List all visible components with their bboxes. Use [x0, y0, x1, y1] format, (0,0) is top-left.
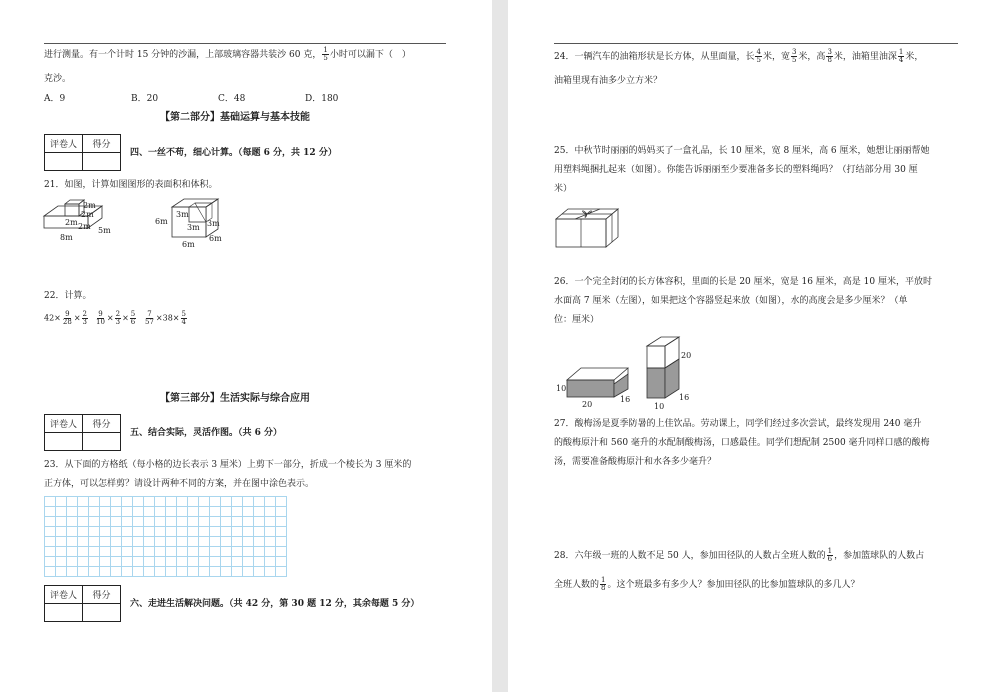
- q21-figure-1: [44, 198, 119, 243]
- score-cell[interactable]: [83, 604, 121, 622]
- fig1-label: 2m: [81, 210, 94, 219]
- part3-title: 【第三部分】生活实际与综合应用: [160, 393, 310, 404]
- container-upright-figure: [642, 334, 706, 414]
- q21-text: 21．如图，计算如图图形的表面积和体积。: [44, 180, 218, 190]
- fig-label: 16: [679, 393, 690, 402]
- fig2-label: 6m: [182, 240, 195, 249]
- fig2-label: 3m: [187, 223, 200, 232]
- q20-option-b: B．20: [131, 94, 159, 104]
- fig2-label: 6m: [155, 217, 168, 226]
- fig1-label: 5m: [98, 226, 111, 235]
- q22-expression-3: $\frac{7}{57}$ ×38× $\frac{5}{4}$: [145, 310, 186, 326]
- q24-line1: 24．一辆汽车的油箱形状是长方体，从里面量，长 $\frac{4}{5}$ 米，宽 $\frac{3}{5}$ 米，高 $\frac{3}{8}$ 米，油箱里油深 $\frac{1}{4}$ 米，: [554, 48, 924, 64]
- q20-line1: 进行测量。有一个计时 15 分钟的沙漏，上部玻璃容器共装沙 60 克， $\frac{1}{5}$ 小时可以漏下（ ）: [44, 46, 411, 62]
- q27-line1: 27．酸梅汤是夏季防暑的上佳饮品。劳动课上，同学们经过多次尝试，最终发现用 240 毫升: [554, 419, 922, 429]
- q20-option-c: C．48: [218, 94, 246, 104]
- fig-label: 20: [582, 400, 593, 409]
- fig1-label: 2m: [78, 222, 91, 231]
- section4-title: 四、一丝不苟，细心计算。（每题 6 分，共 12 分）: [130, 148, 337, 158]
- grader-cell[interactable]: [45, 153, 83, 171]
- container-flat-figure: [554, 360, 636, 410]
- score-cell[interactable]: [83, 153, 121, 171]
- left-page: [0, 0, 492, 692]
- score-label: 得分: [83, 586, 121, 604]
- section6-title: 六、走进生活解决问题。（共 42 分，第 30 题 12 分，其余每题 5 分）: [130, 599, 420, 609]
- q28-line2: 全班人数的 $\frac{1}{8}$ 。这个班最多有多少人？参加田径队的比参加篮球队的多几人？: [554, 576, 860, 592]
- header-rule: [554, 43, 958, 44]
- q20-line2: 克沙。: [44, 74, 72, 84]
- part2-title: 【第二部分】基础运算与基本技能: [160, 112, 310, 123]
- grader-table-1: [44, 134, 121, 171]
- q25-line1: 25．中秋节时丽丽的妈妈买了一盒礼品，长 10 厘米，宽 8 厘米，高 6 厘米，她想让丽丽帮她: [554, 146, 930, 156]
- q23-line1: 23．从下面的方格纸（每小格的边长表示 3 厘米）上剪下一部分，折成一个棱长为 3 厘米的: [44, 460, 412, 470]
- score-cell[interactable]: [83, 433, 121, 451]
- fig-label: 10: [654, 402, 665, 411]
- q25-line2: 用塑料绳捆扎起来（如图）。你能告诉丽丽至少要准备多长的塑料绳吗？（打结部分用 30 厘: [554, 165, 918, 175]
- q26-line2: 水面高 7 厘米（左图），如果把这个容器竖起来放（如图），水的高度会是多少厘米？（单: [554, 296, 908, 306]
- fig2-label: 6m: [209, 234, 222, 243]
- q21-figure-2: [154, 195, 229, 250]
- q23-line2: 正方体，可以怎样剪？请设计两种不同的方案，并在图中涂色表示。: [44, 479, 315, 489]
- q28-line1: 28．六年级一班的人数不足 50 人，参加田径队的人数占全班人数的 $\frac{1}{6}$ ，参加篮球队的人数占: [554, 547, 925, 563]
- q26-line3: 位：厘米）: [554, 315, 600, 325]
- grader-table-3: [44, 585, 121, 622]
- header-rule: [44, 43, 446, 44]
- gift-box-figure: [556, 205, 622, 249]
- fig2-label: 3m: [207, 219, 220, 228]
- fig-label: 16: [620, 395, 631, 404]
- q22-text: 22．计算。: [44, 291, 92, 301]
- grader-label: 评卷人: [45, 586, 83, 604]
- fig-label: 10: [556, 384, 567, 393]
- q22-expression-2: $\frac{9}{10}$ × $\frac{2}{3}$ × $\frac{5}{6}$: [96, 310, 136, 326]
- q22-expression-1: 42× $\frac{9}{28}$ × $\frac{2}{3}$: [44, 310, 87, 326]
- fraction: $\frac{1}{5}$: [323, 46, 328, 62]
- grader-label: 评卷人: [45, 415, 83, 433]
- q20-option-a: A．9: [44, 94, 66, 104]
- fig-label: 20: [681, 351, 692, 360]
- q24-line2: 油箱里现有油多少立方米？: [554, 76, 663, 86]
- grader-cell[interactable]: [45, 604, 83, 622]
- fig1-label: 8m: [60, 233, 73, 242]
- q20-option-d: D．180: [305, 94, 339, 104]
- q27-line2: 的酸梅原汁和 560 毫升的水配制酸梅汤，口感最佳。同学们想配制 2500 毫升同样口感的酸梅: [554, 438, 930, 448]
- fig1-label: 2m: [65, 218, 78, 227]
- q27-line3: 汤，需要准备酸梅原汁和水各多少毫升？: [554, 457, 717, 467]
- fig2-label: 3m: [176, 210, 189, 219]
- section5-title: 五、结合实际，灵活作图。（共 6 分）: [130, 428, 283, 438]
- score-label: 得分: [83, 135, 121, 153]
- grader-label: 评卷人: [45, 135, 83, 153]
- fig1-label: 2m: [83, 201, 96, 210]
- grader-cell[interactable]: [45, 433, 83, 451]
- grid-paper[interactable]: [44, 496, 287, 577]
- score-label: 得分: [83, 415, 121, 433]
- right-page: [508, 0, 1004, 692]
- q25-line3: 米）: [554, 184, 573, 194]
- grader-table-2: [44, 414, 121, 451]
- q26-line1: 26．一个完全封闭的长方体容积，里面的长是 20 厘米，宽是 16 厘米，高是 10 厘米，平放时: [554, 277, 932, 287]
